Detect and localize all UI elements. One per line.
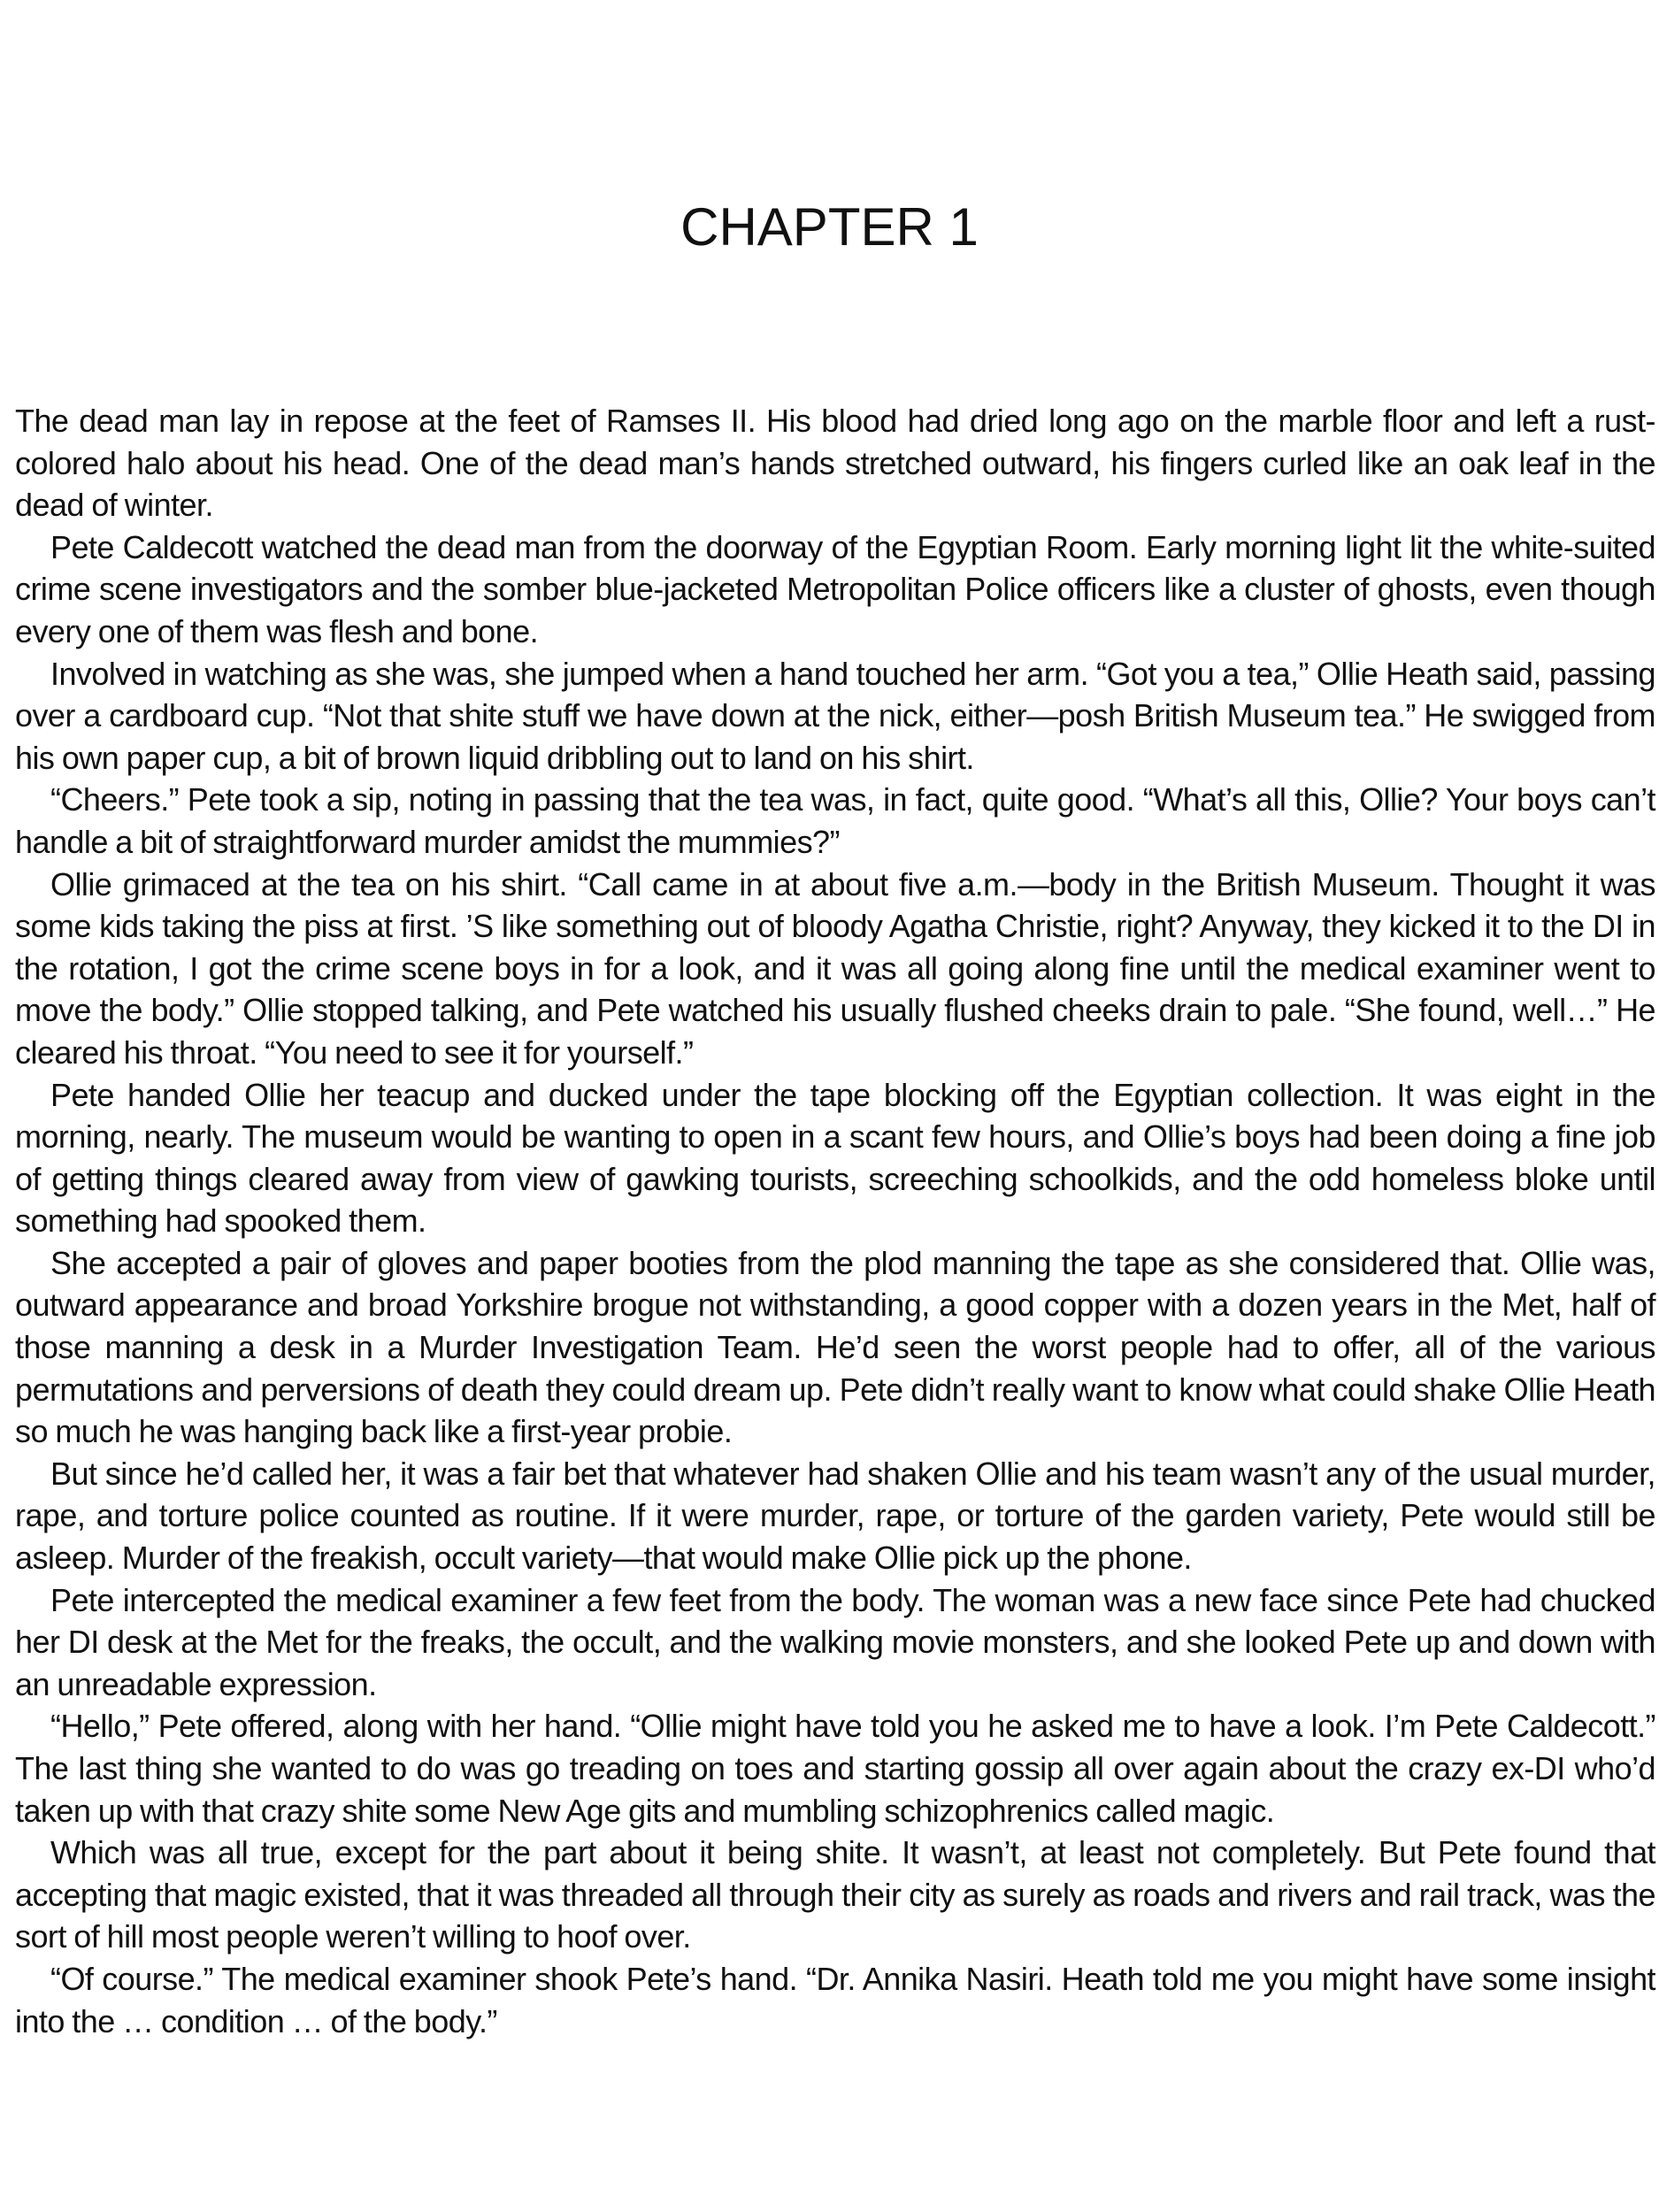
paragraph: “Of course.” The medical examiner shook Pete’s hand. “Dr. Annika Nasiri. Heath told me you might have some insight into the … condition … of the body.” — [15, 1960, 1655, 2039]
paragraph: Involved in watching as she was, she jumped when a hand touched her arm. “Got you a tea,” Ollie Heath said, passing over a cardboard cup. “Not that shite stuff we have down at the nick, either—posh British Museum tea.” He swigged from his own paper cup, a bit of brown liquid dribbling out to land on his shirt. — [15, 655, 1655, 776]
paragraph: Pete intercepted the medical examiner a few feet from the body. The woman was a new face since Pete had chucked her DI desk at the Met for the freaks, the occult, and the walking movie monsters, and she looked Pete up and down with an unreadable expression. — [15, 1581, 1655, 1702]
paragraph: Pete handed Ollie her teacup and ducked under the tape blocking off the Egyptian collection. It was eight in the morning, nearly. The museum would be wanting to open in a scant few hours, and Ollie’s boys had been doing a fine job of getting things cleared away from view of gawking tourists, screeching schoolkids, and the odd homeless bloke until something had spooked them. — [15, 1076, 1655, 1240]
paragraph: The dead man lay in repose at the feet of Ramses II. His blood had dried long ago on the marble floor and left a rust-colored halo about his head. One of the dead man’s hands stretched outward, his fingers curled like an oak leaf in the dead of winter. — [15, 403, 1655, 524]
paragraph: But since he’d called her, it was a fair bet that whatever had shaken Ollie and his team wasn’t any of the usual murder, rape, and torture police counted as routine. If it were murder, rape, or torture of the garden variety, Pete would still be asleep. Murder of the freakish, occult variety—that would make Ollie pick up the phone. — [15, 1455, 1655, 1577]
paragraph: She accepted a pair of gloves and paper booties from the plod manning the tape as she considered that. Ollie was, outward appearance and broad Yorkshire brogue not withstanding, a good copper with a dozen years in the Met, half of those manning a desk in a Murder Investigation Team. He’d seen the worst people had to offer, all of the various permutations and perversions of death they could dream up. Pete didn’t really want to know what could shake Ollie Heath so much he was hanging back like a first-year probie. — [15, 1244, 1655, 1450]
paragraph: “Hello,” Pete offered, along with her hand. “Ollie might have told you he asked me to have a look. I’m Pete Caldecott.” The last thing she wanted to do was go treading on toes and starting gossip all over again about the crazy ex-DI who’d taken up with that crazy shite some New Age gits and mumbling schizophrenics called magic. — [15, 1708, 1655, 1829]
chapter-title: CHAPTER 1 — [680, 197, 979, 257]
chapter-body — [15, 400, 1655, 2042]
paragraph: Pete Caldecott watched the dead man from the doorway of the Egyptian Room. Early morning light lit the white-suited crime scene investigators and the somber blue-jacketed Metropolitan Police officers like a cluster of ghosts, even though every one of them was flesh and bone. — [15, 528, 1655, 649]
paragraph: Ollie grimaced at the tea on his shirt. “Call came in at about five a.m.—body in the British Museum. Thought it was some kids taking the piss at first. ’S like something out of bloody Agatha Christie, right? Anyway, they kicked it to the DI in the rotation, I got the crime scene boys in for a look, and it was all going along fine until the medical examiner went to move the body.” Ollie stopped talking, and Pete watched his usually flushed cheeks drain to pale. “She found, well…” He cleared his throat. “You need to see it for yourself.” — [15, 865, 1655, 1071]
paragraph: “Cheers.” Pete took a sip, noting in passing that the tea was, in fact, quite good. “What’s all this, Ollie? Your boys can’t handle a bit of straightforward murder amidst the mummies?” — [15, 781, 1655, 860]
paragraph: Which was all true, except for the part about it being shite. It wasn’t, at least not completely. But Pete found that accepting that magic existed, that it was threaded all through their city as surely as roads and rivers and rail track, was the sort of hill most people weren’t willing to hoof over. — [15, 1834, 1655, 1955]
